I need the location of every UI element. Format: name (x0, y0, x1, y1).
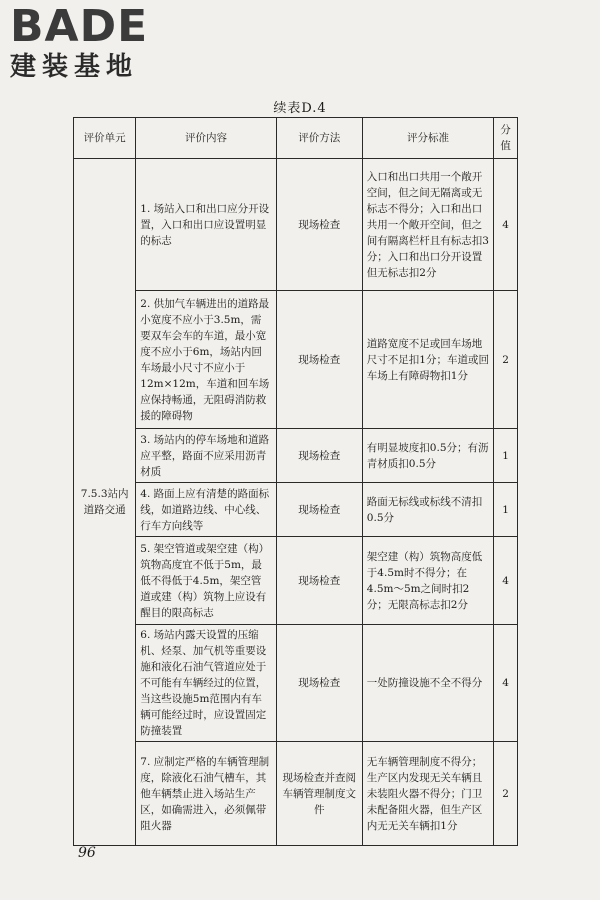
method-cell: 现场检查 (276, 159, 362, 291)
method-cell: 现场检查并查阅车辆管理制度文件 (276, 742, 362, 846)
header-method: 评价方法 (276, 118, 362, 159)
content-cell: 5. 架空管道或架空建（构）筑物高度宜不低于5m，最低不得低于4.5m，架空管道或建（构）筑物上应设有醒目的限高标志 (136, 537, 276, 625)
table-header-row (74, 118, 518, 159)
content-cell: 7. 应制定严格的车辆管理制度，除液化石油气槽车，其他车辆禁止进入场站生产区，如确需进入，必须佩带阻火器 (136, 742, 276, 846)
header-unit: 评价单元 (74, 118, 136, 159)
table-row (74, 537, 518, 625)
content-cell: 3. 场站内的停车场地和道路应平整，路面不应采用沥青材质 (136, 429, 276, 483)
method-cell: 现场检查 (276, 429, 362, 483)
method-cell: 现场检查 (276, 625, 362, 742)
evaluation-table (73, 117, 518, 846)
header-criteria: 评分标准 (362, 118, 493, 159)
criteria-cell: 路面无标线或标线不清扣0.5分 (362, 483, 493, 537)
header-score: 分值 (494, 118, 518, 159)
criteria-cell: 架空建（构）筑物高度低于4.5m时不得分；在4.5m～5m之间时扣2分；无限高标志扣2分 (362, 537, 493, 625)
score-cell: 4 (494, 625, 518, 742)
table-row (74, 483, 518, 537)
score-cell: 4 (494, 159, 518, 291)
score-cell: 2 (494, 742, 518, 846)
content-cell: 4. 路面上应有清楚的路面标线，如道路边线、中心线、行车方向线等 (136, 483, 276, 537)
criteria-cell: 有明显坡度扣0.5分；有沥青材质扣0.5分 (362, 429, 493, 483)
table-row (74, 742, 518, 846)
category-cell: 7.5.3站内道路交通 (74, 159, 136, 846)
method-cell: 现场检查 (276, 483, 362, 537)
content-cell: 1. 场站入口和出口应分开设置，入口和出口应设置明显的标志 (136, 159, 276, 291)
bade-logo (10, 1, 190, 82)
score-cell: 2 (494, 291, 518, 429)
score-cell: 1 (494, 429, 518, 483)
logo-brand: BADE (10, 1, 149, 52)
header-content: 评价内容 (136, 118, 276, 159)
table-row (74, 291, 518, 429)
page-number: 96 (78, 845, 96, 861)
method-cell: 现场检查 (276, 291, 362, 429)
table-caption: 续表D.4 (273, 101, 327, 116)
criteria-cell: 入口和出口共用一个敞开空间，但之间无隔离或无标志不得分；入口和出口共用一个敞开空间，但之间有隔离栏杆且有标志扣3分；入口和出口分开设置但无标志扣2分 (362, 159, 493, 291)
logo-subtitle: 建装基地 (10, 52, 139, 82)
criteria-cell: 一处防撞设施不全不得分 (362, 625, 493, 742)
content-cell: 6. 场站内露天设置的压缩机、烃泵、加气机等重要设施和液化石油气管道应处于不可能有车辆经过的位置，当这些设施5m范围内有车辆可能经过时，应设置固定防撞装置 (136, 625, 276, 742)
score-cell: 1 (494, 483, 518, 537)
content-cell: 2. 供加气车辆进出的道路最小宽度不应小于3.5m，需要双车会车的车道，最小宽度不应小于6m，场站内回车场最小尺寸不应小于12m×12m，车道和回车场应保持畅通，无阻碍消防救援的障碍物 (136, 291, 276, 429)
table-row (74, 159, 518, 291)
table-row (74, 429, 518, 483)
score-cell: 4 (494, 537, 518, 625)
criteria-cell: 道路宽度不足或回车场地尺寸不足扣1分；车道或回车场上有障碍物扣1分 (362, 291, 493, 429)
method-cell: 现场检查 (276, 537, 362, 625)
table-row (74, 625, 518, 742)
criteria-cell: 无车辆管理制度不得分；生产区内发现无关车辆且未装阻火器不得分；门卫未配备阻火器，但生产区内无无关车辆扣1分 (362, 742, 493, 846)
